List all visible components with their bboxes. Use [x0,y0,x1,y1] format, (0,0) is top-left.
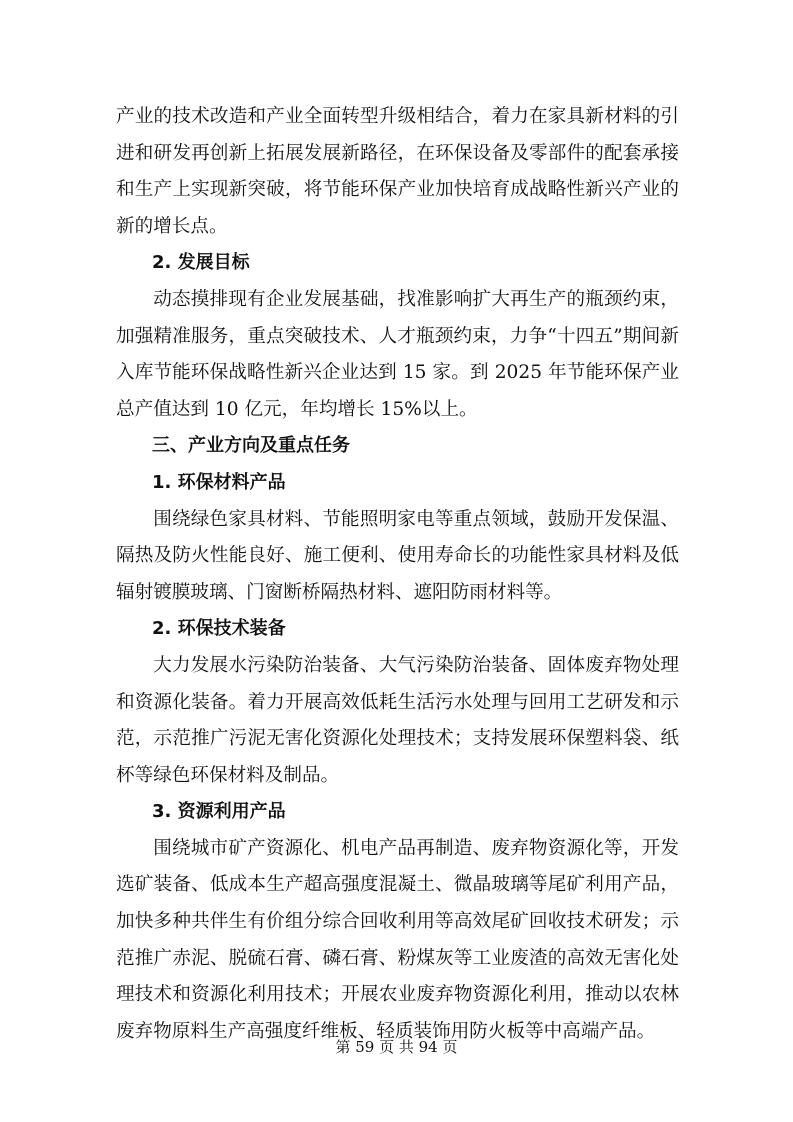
paragraph-development-goals: 动态摸排现有企业发展基础，找准影响扩大再生产的瓶颈约束，加强精准服务，重点突破技术、人才瓶颈约束，力争“十四五”期间新入库节能环保战略性新兴企业达到 15 家。到 2025 年节能环保产业总产值达到 10 亿元，年均增长 15%以上。 [116,288,679,420]
paragraph-environmental-equipment: 大力发展水污染防治装备、大气污染防治装备、固体废弃物处理和资源化装备。着力开展高效低耗生活污水处理与回用工艺研发和示范，示范推广污泥无害化资源化处理技术；支持发展环保塑料袋、纸杯等绿色环保材料及制品。 [116,654,679,786]
paragraph-resource-utilization: 围绕城市矿产资源化、机电产品再制造、废弃物资源化等，开发选矿装备、低成本生产超高强度混凝土、微晶玻璃等尾矿利用产品，加快多种共伴生有价组分综合回收利用等高效尾矿回收技术研发；示范推广赤泥、脱硫石膏、磷石膏、粉煤灰等工业废渣的高效无害化处理技术和资源化利用技术；开展农业废弃物资源化利用，推动以农林废弃物原料生产高强度纤维板、轻质装饰用防火板等中高端产品。 [116,837,679,1042]
paragraph-continued: 产业的技术改造和产业全面转型升级相结合，着力在家具新材料的引进和研发再创新上拓展发展新路径，在环保设备及零部件的配套承接和生产上实现新突破，将节能环保产业加快培育成战略性新兴产业的新的增长点。 [116,106,679,237]
heading-development-goals: 2. 发展目标 [152,252,250,274]
heading-environmental-materials: 1. 环保材料产品 [152,471,286,493]
heading-resource-utilization: 3. 资源利用产品 [152,801,286,823]
heading-industry-direction: 三、产业方向及重点任务 [152,435,350,457]
heading-environmental-equipment: 2. 环保技术装备 [152,618,286,640]
paragraph-environmental-materials: 围绕绿色家具材料、节能照明家电等重点领域，鼓励开发保温、隔热及防火性能良好、施工便利、使用寿命长的功能性家具材料及低辐射镀膜玻璃、门窗断桥隔热材料、遮阳防雨材料等。 [116,508,679,603]
page-number-footer: 第 59 页 共 94 页 [335,1038,458,1056]
document-body [116,99,679,1050]
